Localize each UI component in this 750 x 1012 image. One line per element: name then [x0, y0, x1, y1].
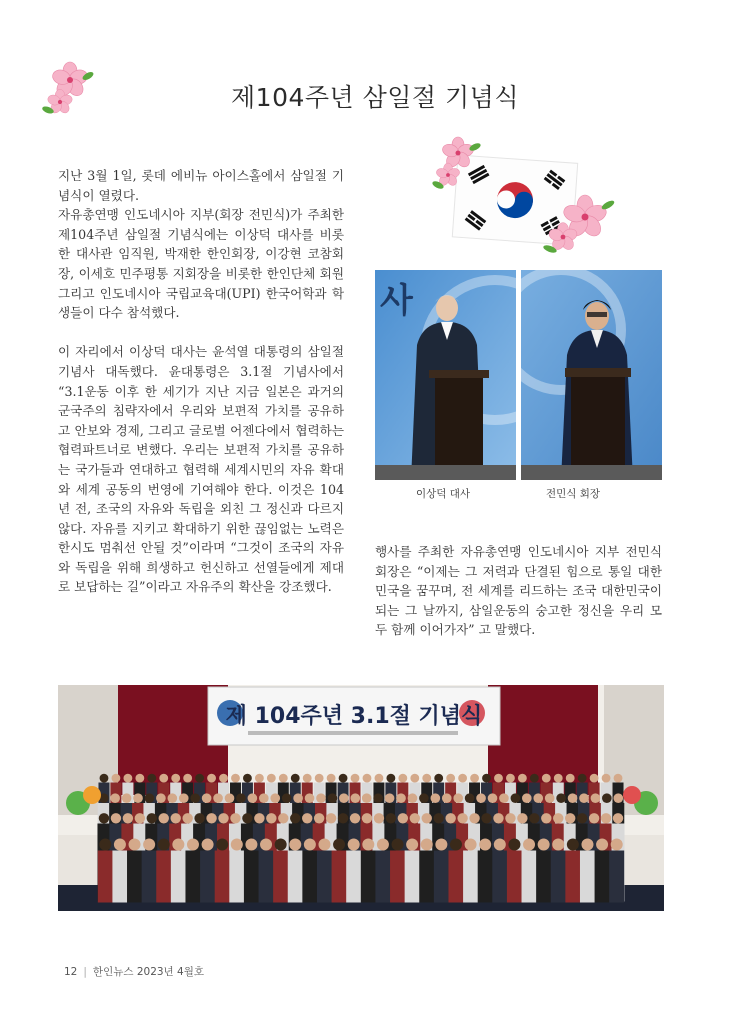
backdrop-text: 사 [380, 281, 413, 321]
caption-chairman: 전민식 회장 [546, 488, 601, 500]
photo-ambassador [375, 270, 516, 480]
banner-title: 제 104주년 3.1절 기념식 [225, 704, 483, 729]
caption-ambassador: 이상덕 대사 [416, 488, 471, 500]
footer-separator: | [83, 966, 87, 978]
article-right-column [375, 542, 662, 640]
paragraph-attendees: 자유총연맹 인도네시아 지부(회장 전민식)가 주최한 제104주년 삼일절 기념식에는 이상덕 대사를 비롯한 대사관 임직원, 박재한 한인회장, 이강현 코참회장, 이세호 민주평통 지회장을 비롯한 한인단체 회원 그리고 인도네시아 국립교육대(UPI) 한국어학과 학생들이 다수 참석했다. [58, 207, 344, 321]
group-photo [58, 685, 664, 911]
hibiscus-flower-icon [40, 58, 102, 120]
paragraph-speech: 이 자리에서 이상덕 대사는 윤석열 대통령의 삼일절 기념사 대독했다. 윤대통령은 3.1절 기념사에서 “3.1운동 이후 한 세기가 지난 지금 일본은 과거의 군국주의 침략자에서 우리와 보편적 가치를 공유하고 안보와 경제, 그리고 글로벌 어젠다에서 협력하는 협력파트너로 변했다. 우리는 보편적 가치를 공유하는 국가들과 연대하고 협력해 세계시민의 자유 확대와 세계 공동의 번영에 기여해야 한다. 이것은 104년 전, 조국의 자유와 독립을 외친 그 정신과 다르지 않다. 자유를 지키고 확대하기 위한 끊임없는 노력은 한시도 멈춰선 안될 것”이라며 “그것이 조국의 자유와 독립을 위해 희생하고 헌신하고 선열들에게 제대로 보답하는 길”이라고 자유주의 확산을 강조했다. [58, 344, 344, 595]
page-footer [64, 964, 204, 979]
page-number: 12 [64, 966, 78, 978]
paragraph-closing: 행사를 주최한 자유총연맹 인도네시아 지부 전민식 회장은 “이제는 그 저력과 단결된 힘으로 통일 대한민국을 꿈꾸며, 전 세계를 리드하는 조국 대한민국이 되는 그 날까지, 삼일운동의 숭고한 정신을 우리 모두 함께 이어가자” 고 말했다. [375, 544, 662, 638]
korean-flag-illustration [430, 135, 620, 260]
photo-chairman [521, 270, 662, 480]
page-title: 제104주년 삼일절 기념식 [231, 83, 519, 112]
article-left-column [58, 166, 344, 597]
paragraph-intro: 지난 3월 1일, 롯데 에비뉴 아이스홀에서 삼일절 기념식이 열렸다. [58, 168, 344, 203]
publication-name: 한인뉴스 2023년 4월호 [92, 966, 204, 978]
